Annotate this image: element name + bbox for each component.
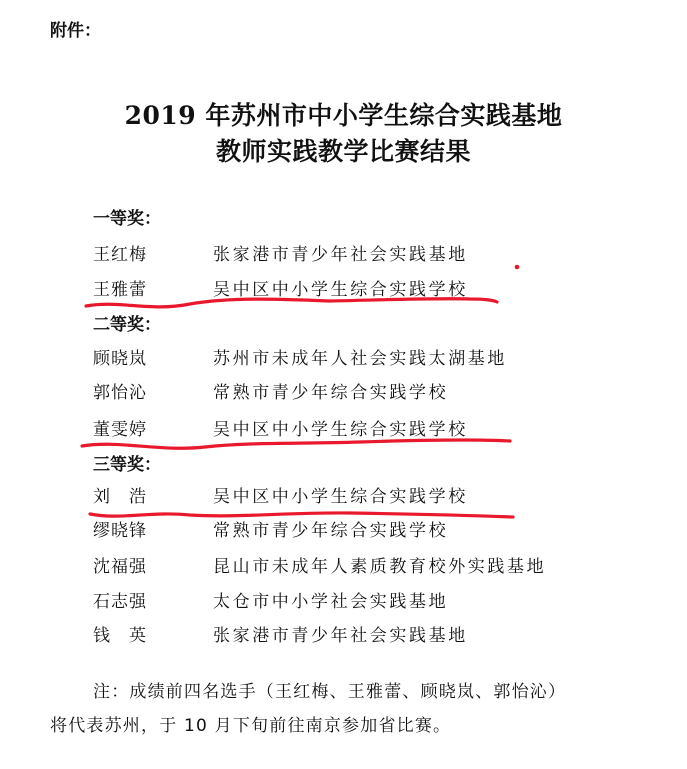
award-row <box>93 590 448 614</box>
award-row <box>93 278 468 302</box>
third-prize-heading: 三等奖： <box>93 455 161 475</box>
winner-organization: 张家港市青少年社会实践基地 <box>213 245 468 265</box>
winner-organization: 吴中区中小学生综合实践学校 <box>213 280 468 300</box>
note-line-1: 注：成绩前四名选手（王红梅、王雅蕾、顾晓岚、郭怡沁） <box>93 682 567 702</box>
winner-name: 钱 英 <box>93 626 147 646</box>
award-row <box>93 519 448 543</box>
winner-organization: 吴中区中小学生综合实践学校 <box>213 420 468 440</box>
award-row <box>93 485 468 509</box>
award-row <box>93 624 468 648</box>
winner-organization: 苏州市未成年人社会实践太湖基地 <box>213 349 507 369</box>
winner-organization: 张家港市青少年社会实践基地 <box>213 626 468 646</box>
winner-name: 郭怡沁 <box>93 383 147 403</box>
award-row <box>93 555 546 579</box>
winner-name: 石志强 <box>93 592 147 612</box>
attachment-label: 附件： <box>50 21 101 41</box>
winner-name: 顾晓岚 <box>93 349 147 369</box>
second-prize-heading: 二等奖： <box>93 315 161 335</box>
winner-organization: 吴中区中小学生综合实践学校 <box>213 487 468 507</box>
winner-organization: 常熟市青少年综合实践学校 <box>213 521 449 541</box>
note-line-2: 将代表苏州，于 10 月下旬前往南京参加省比赛。 <box>50 716 452 736</box>
winner-name: 缪晓锋 <box>93 521 147 541</box>
winner-organization: 昆山市未成年人素质教育校外实践基地 <box>213 557 547 577</box>
winner-organization: 太仓市中小学社会实践基地 <box>213 592 449 612</box>
red-underline-liu-hao <box>90 513 513 517</box>
award-row <box>93 381 448 405</box>
award-row <box>93 418 468 442</box>
award-row <box>93 347 507 371</box>
winner-name: 刘 浩 <box>93 487 147 507</box>
document-title-line-2: 教师实践教学比赛结果 <box>215 137 471 166</box>
first-prize-heading: 一等奖： <box>93 209 161 229</box>
winner-name: 董雯婷 <box>93 420 147 440</box>
award-row <box>93 243 468 267</box>
winner-name: 沈福强 <box>93 557 147 577</box>
red-dot-mark <box>515 265 520 270</box>
winner-name: 王红梅 <box>93 245 147 265</box>
document-title-line-1: 2019 年苏州市中小学生综合实践基地 <box>124 101 563 130</box>
winner-name: 王雅蕾 <box>93 280 147 300</box>
winner-organization: 常熟市青少年综合实践学校 <box>213 383 449 403</box>
